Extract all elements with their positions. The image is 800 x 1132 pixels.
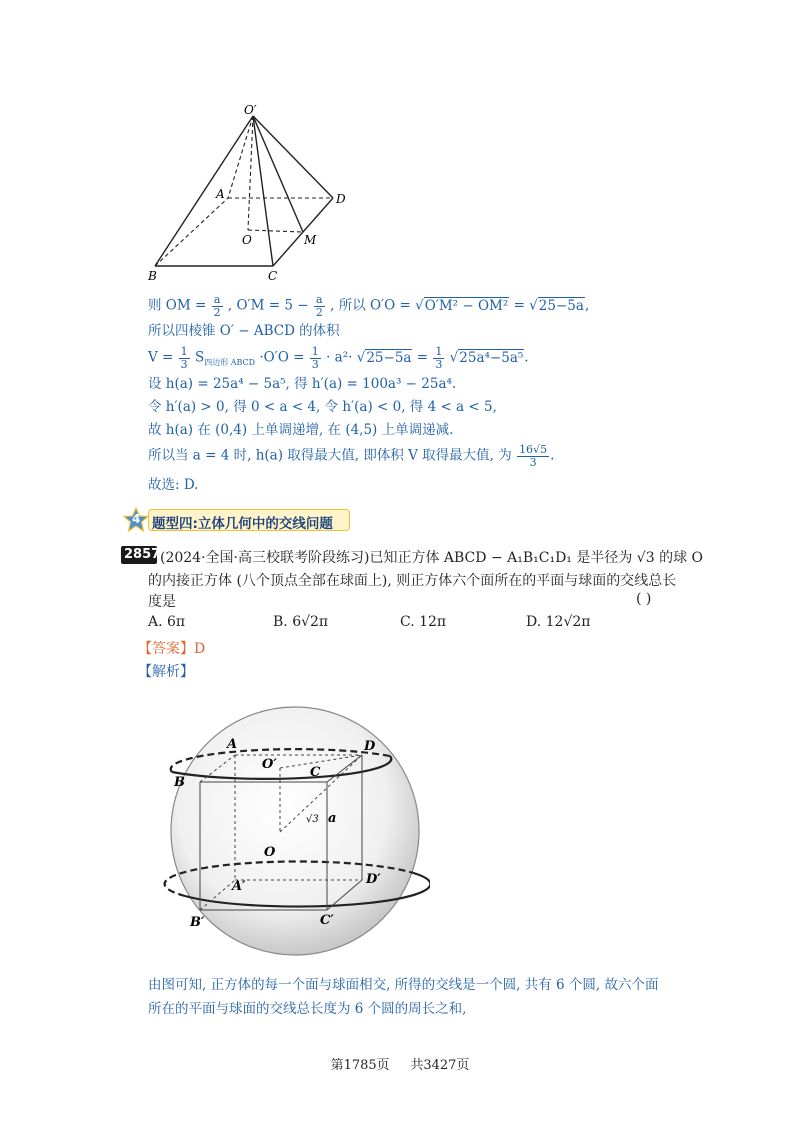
solution2-line2: 所在的平面与球面的交线总长度为 6 个圆的周长之和, [148,1001,467,1017]
answer-value: D [194,641,206,657]
label-a-prime: A′ [232,879,246,894]
option-a: A. 6π [148,614,186,630]
solution1-line7: 所以当 a = 4 时, h(a) 取得最大值, 即体积 V 取得最大值, 为 $\frac{16√5}{3}$ . [148,443,555,469]
label-c: C [310,765,321,780]
question-id: 2857 [124,547,161,562]
pyramid-figure [140,100,360,285]
sphere-cube-figure [160,700,430,960]
question-line3: 度是 [148,594,176,610]
label-a: A [216,187,225,201]
label-a: A [227,737,238,752]
solution1-line4: 设 h(a) = 25a⁴ − 5a⁵, 得 h′(a) = 100a³ − 25a⁴. [148,376,457,392]
solution1-line3: V = $\frac{1}{3}$ $S_{四边形 ABCD} \cdot O'O$ = $\frac{1}{3}$ · a²· √25−5a = $\frac{1}{3}$ √25a⁴−5a⁵. [148,345,529,371]
solution2-line1: 由图可知, 正方体的每一个面与球面相交, 所得的交线是一个圆, 共有 6 个圆, 故六个面 [148,977,659,993]
solution1-line5: 令 h′(a) > 0, 得 0 < a < 4, 令 h′(a) < 0, 得 4 < a < 5, [148,399,497,415]
footer-total: 共3427页 [410,1058,470,1073]
section-number: 4 [132,512,141,526]
label-m: M [304,233,317,247]
label-o: O [264,845,276,860]
option-c: C. 12π [400,614,447,630]
answer-line [138,638,205,658]
label-o: O [242,233,252,247]
solution1-line2: 所以四棱锥 O′ − ABCD 的体积 [148,323,340,339]
label-d: D [336,192,346,206]
label-o-prime: O′ [244,103,257,117]
solution1-line1: 则 OM = $\frac{a}{2}$ , O′M = 5 − $\frac{a}{2}$ , 所以 O′O = √O′M² − OM² = √25−5a, [148,293,590,319]
label-b-prime: B′ [190,915,205,930]
question-line2: 的内接正方体 (八个顶点全部在球面上), 则正方体六个面所在的平面与球面的交线总长 [148,573,677,589]
label-a-lower: a [328,811,337,826]
answer-tag: 【答案】 [138,641,194,657]
solution1-line6: 故 h(a) 在 (0,4) 上单调递增, 在 (4,5) 上单调递减. [148,422,454,438]
label-c-prime: C′ [320,913,334,928]
label-c: C [268,269,278,283]
label-o-prime: O′ [262,757,277,772]
option-d: D. 12√2π [526,614,591,630]
label-d-prime: D′ [366,872,381,887]
footer-page: 第1785页 [330,1058,390,1073]
section-header [122,507,352,533]
solution1-line8: 故选: D. [148,477,199,493]
section-title: 题型四:立体几何中的交线问题 [152,516,333,532]
label-sqrt3: √3 [306,814,319,825]
footer [0,1054,800,1073]
question-line1: (2024·全国·高三校联考阶段练习)已知正方体 ABCD − A₁B₁C₁D₁ 是半径为 √3 的球 O [160,550,704,566]
label-d: D [364,739,376,754]
answer-bracket: ( ) [636,591,652,607]
option-b: B. 6√2π [273,614,329,630]
analysis-tag: 【解析】 [138,664,194,680]
label-b: B [174,775,185,790]
label-b: B [148,269,157,283]
